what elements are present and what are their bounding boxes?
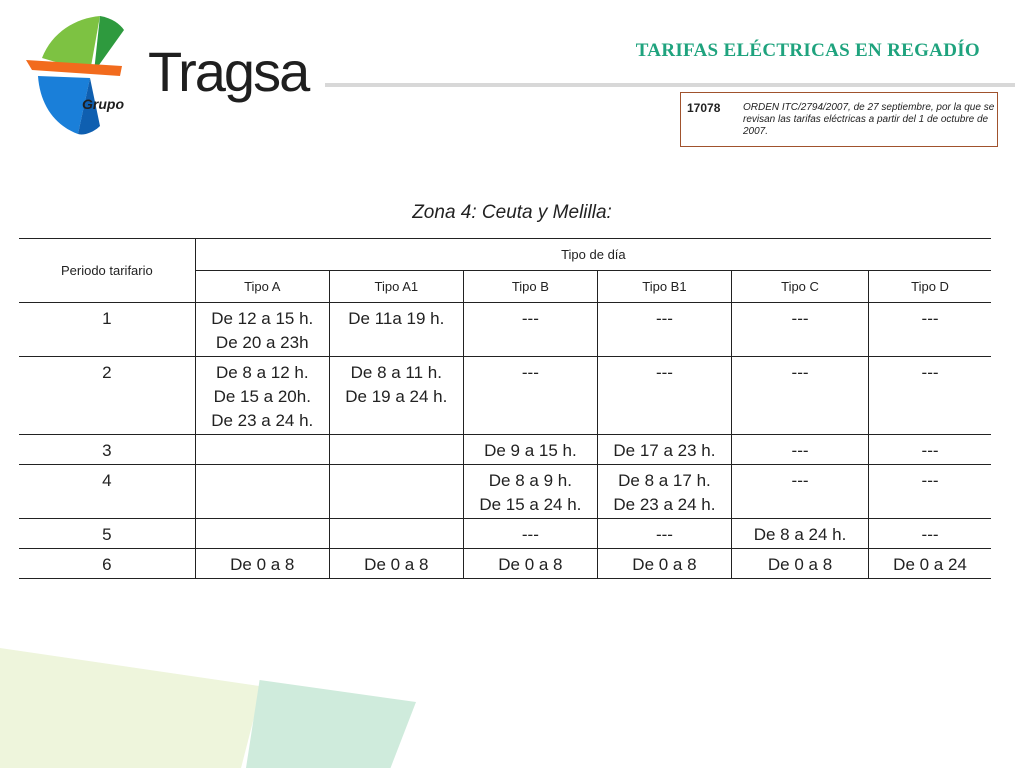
tariff-table: [19, 238, 991, 579]
schedule-cell: [869, 303, 991, 357]
schedule-cell: [597, 465, 731, 519]
schedule-cell: [195, 357, 329, 435]
page-title: TARIFAS ELÉCTRICAS EN REGADÍO: [635, 40, 980, 61]
table-row: [19, 465, 991, 519]
day-type-header: Tipo C: [731, 271, 868, 303]
schedule-cell: [597, 357, 731, 435]
schedule-cell: [731, 435, 868, 465]
schedule-line: De 11a 19 h.: [348, 309, 445, 328]
schedule-line: De 19 a 24 h.: [345, 387, 448, 406]
schedule-cell: [329, 519, 463, 549]
period-cell: 1: [19, 303, 195, 357]
schedule-cell: [597, 519, 731, 549]
schedule-line: ---: [921, 525, 939, 544]
logo-subtitle: Grupo: [82, 96, 124, 112]
schedule-line: ---: [791, 309, 809, 328]
schedule-cell: [195, 465, 329, 519]
schedule-line: De 0 a 8: [632, 555, 697, 574]
period-header: Periodo tarifario: [19, 239, 195, 303]
day-type-header: Tipo A: [195, 271, 329, 303]
schedule-cell: [463, 435, 597, 465]
schedule-cell: [869, 357, 991, 435]
schedule-line: ---: [921, 441, 939, 460]
logo-wordmark: Tragsa: [148, 40, 309, 103]
schedule-line: ---: [521, 309, 539, 328]
schedule-cell: [597, 303, 731, 357]
table-row: [19, 519, 991, 549]
schedule-line: ---: [521, 363, 539, 382]
schedule-cell: [731, 465, 868, 519]
schedule-cell: [329, 357, 463, 435]
period-cell: 4: [19, 465, 195, 519]
header-divider: [325, 83, 1015, 87]
schedule-cell: [731, 303, 868, 357]
schedule-line: ---: [655, 525, 673, 544]
schedule-cell: [329, 303, 463, 357]
table-row: [19, 435, 991, 465]
schedule-line: ---: [791, 471, 809, 490]
schedule-line: De 8 a 12 h.: [215, 363, 309, 382]
schedule-cell: [731, 549, 868, 579]
schedule-cell: [731, 357, 868, 435]
schedule-line: ---: [921, 471, 939, 490]
schedule-cell: [463, 303, 597, 357]
schedule-line: ---: [921, 309, 939, 328]
schedule-line: De 17 a 23 h.: [613, 441, 716, 460]
schedule-cell: [195, 519, 329, 549]
schedule-cell: [195, 303, 329, 357]
reference-box: [680, 92, 998, 147]
schedule-cell: [329, 549, 463, 579]
schedule-line: De 20 a 23h: [215, 333, 309, 352]
period-cell: 6: [19, 549, 195, 579]
logo-globe-icon: [24, 14, 148, 136]
day-type-header: Tipo D: [869, 271, 991, 303]
schedule-line: De 8 a 17 h.: [618, 471, 711, 490]
schedule-cell: [869, 465, 991, 519]
schedule-line: De 12 a 15 h.: [211, 309, 314, 328]
schedule-line: De 23 a 24 h.: [211, 411, 314, 430]
table-row: [19, 303, 991, 357]
schedule-line: ---: [655, 309, 673, 328]
period-cell: 3: [19, 435, 195, 465]
schedule-cell: [731, 519, 868, 549]
tariff-table-body: [19, 303, 991, 579]
schedule-cell: [869, 435, 991, 465]
period-cell: 5: [19, 519, 195, 549]
schedule-line: De 8 a 9 h.: [488, 471, 572, 490]
day-type-header: Tipo B1: [597, 271, 731, 303]
reference-number: 17078: [687, 101, 721, 115]
schedule-line: De 0 a 8: [230, 555, 295, 574]
reference-text: ORDEN ITC/2794/2007, de 27 septiembre, por la que se revisan las tarifas eléctricas a partir del 1 de octubre de 2007.: [743, 102, 995, 137]
schedule-line: ---: [791, 363, 809, 382]
table-row: [19, 549, 991, 579]
schedule-line: De 9 a 15 h.: [484, 441, 577, 460]
schedule-line: ---: [791, 441, 809, 460]
period-cell: 2: [19, 357, 195, 435]
table-row: [19, 357, 991, 435]
tragsa-logo: [24, 14, 309, 136]
schedule-cell: [195, 549, 329, 579]
schedule-cell: [329, 465, 463, 519]
schedule-cell: [869, 519, 991, 549]
schedule-cell: [463, 357, 597, 435]
day-type-header: Tipo A1: [329, 271, 463, 303]
schedule-line: De 15 a 24 h.: [479, 495, 582, 514]
schedule-line: ---: [921, 363, 939, 382]
schedule-line: De 8 a 11 h.: [350, 363, 442, 382]
schedule-cell: [195, 435, 329, 465]
schedule-line: De 15 a 20h.: [213, 387, 311, 406]
day-type-group-header: Tipo de día: [195, 239, 991, 271]
schedule-cell: [463, 519, 597, 549]
schedule-cell: [463, 549, 597, 579]
decorative-band-green: [0, 648, 262, 768]
schedule-line: De 0 a 24: [893, 555, 967, 574]
decorative-band-teal: [246, 680, 416, 768]
schedule-line: De 8 a 24 h.: [753, 525, 847, 544]
schedule-line: ---: [655, 363, 673, 382]
day-type-header: Tipo B: [463, 271, 597, 303]
schedule-cell: [463, 465, 597, 519]
schedule-cell: [597, 549, 731, 579]
zone-title: Zona 4: Ceuta y Melilla:: [412, 202, 612, 223]
schedule-line: De 0 a 8: [767, 555, 833, 574]
schedule-cell: [597, 435, 731, 465]
schedule-cell: [329, 435, 463, 465]
schedule-line: De 23 a 24 h.: [613, 495, 716, 514]
schedule-line: De 0 a 8: [364, 555, 429, 574]
schedule-line: De 0 a 8: [498, 555, 563, 574]
schedule-line: ---: [521, 525, 539, 544]
schedule-cell: [869, 549, 991, 579]
